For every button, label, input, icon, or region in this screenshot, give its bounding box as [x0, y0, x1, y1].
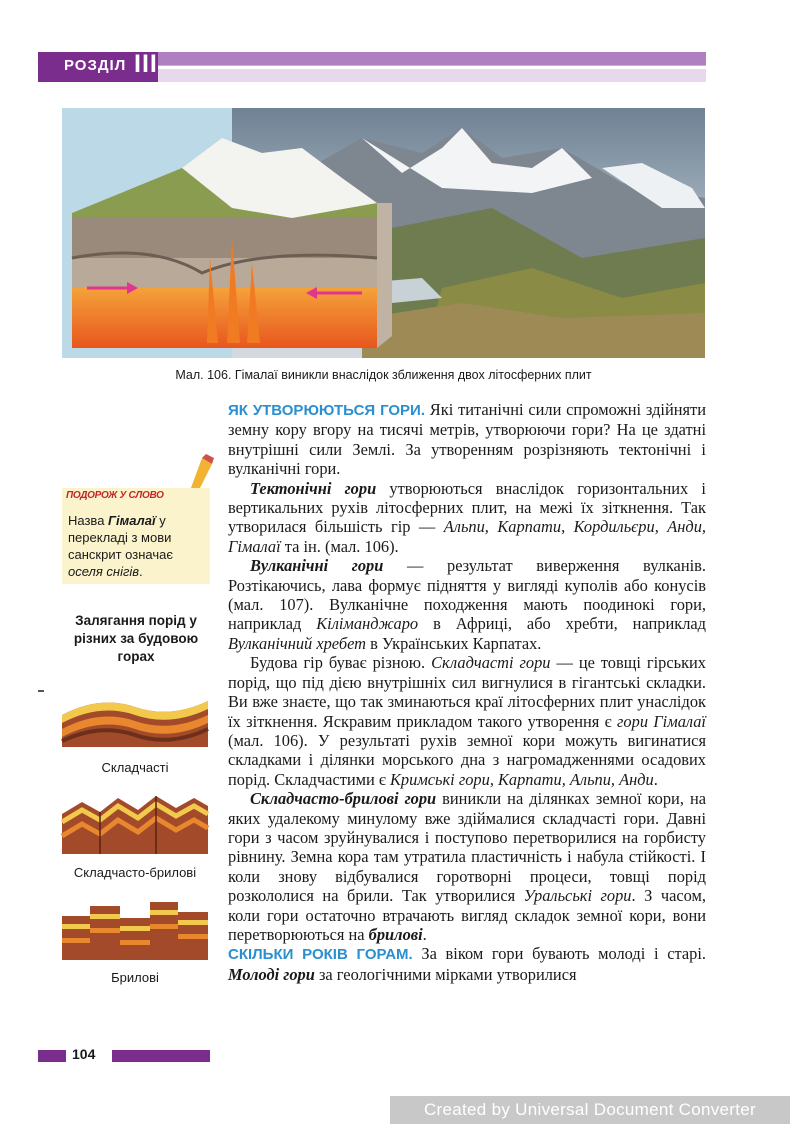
strata-label: Брилові	[111, 970, 159, 985]
paragraph-mountain-age: СКІЛЬКИ РОКІВ ГОРАМ. За віком гори бувають молоді і старі. Молоді гори за геологічними мірками утворилися	[228, 944, 706, 984]
footer-bar-right	[112, 1050, 210, 1062]
figure-caption: Мал. 106. Гімалаї виникли внаслідок зближення двох літосферних плит	[175, 368, 592, 382]
fold-block-strata-image	[60, 792, 210, 854]
footer-bar-left	[38, 1050, 66, 1062]
block-strata-image	[60, 898, 210, 960]
paragraph-folded: Будова гір буває різною. Складчасті гори — це товщі гірських порід, що під дією внутрішніх сил вигнулися в гігантські складки. Ви вже знаєте, що так зминаються краї літосферних плит унаслідок їх зіткнення. Яскравим прикладом такого утворення є гори Гімалаї (мал. 106). У результаті рухів земної кори можуть вигинатися складками і ділянки морського дна з нагромадженнями осадових порід. Складчастими є Кримські гори, Карпати, Альпи, Анди.	[228, 653, 706, 789]
himalaya-figure	[62, 108, 705, 358]
chapter-label: РОЗДІЛ	[64, 57, 127, 74]
paragraph-fold-block: Складчасто-брилові гори виникли на ділянках земної кори, на яких удалекому минулому вже здіймалися складчасті гори. Давні гори з часом зруйнувалися і поступово перетворилися на горбисту рівнину. Земна кора там утратила пластичність і набула стійкості. І коли знову відбувалися горотворні процеси, товщі порід розкололися на брили. Так утворилися Уральські гори. З часом, коли гори остаточно втрачають вигляд складок земної кори, вони перетворюються на брилові.	[228, 789, 707, 944]
section-heading: ЯК УТВОРЮЮТЬСЯ ГОРИ.	[228, 402, 425, 419]
watermark: Created by Universal Document Converter	[390, 1096, 790, 1124]
chapter-number: III	[134, 50, 158, 78]
word-note-title: ПОДОРОЖ У СЛОВО	[66, 490, 164, 501]
word-note-text: Назва Гімалаї у перекладі з мови санскрит означає оселя снігів.	[68, 513, 173, 579]
strata-label: Складчасті	[101, 760, 169, 775]
strata-title: Залягання порід у різних за будовою горах	[73, 613, 199, 664]
chapter-header-divider	[158, 66, 706, 69]
margin-mark	[38, 690, 44, 692]
paragraph-how-mountains-form: ЯК УТВОРЮЮТЬСЯ ГОРИ. Які титанічні сили спроможні здійняти земну кору вгору на тисячі метрів, утворюючи гори? На це здатні внутрішні сили Землі. За утворенням розрізняють тектонічні і вулканічні гори.	[228, 400, 706, 479]
paragraph-volcanic: Вулканічні гори — результат виверження вулканів. Розтікаючись, лава формує підняття у вигляді куполів або конусів (мал. 107). Вулканічне походження мають поодинокі гори, наприклад Кіліманджаро в Африці, або хребти, наприклад Вулканічний хребет в Українських Карпатах.	[228, 556, 706, 653]
strata-label: Складчасто-брилові	[73, 865, 197, 880]
word-note-box	[62, 488, 210, 584]
main-text	[228, 400, 706, 984]
section-heading: СКІЛЬКИ РОКІВ ГОРАМ.	[228, 946, 413, 964]
himalaya-illustration	[62, 108, 705, 358]
folded-strata-image	[60, 685, 210, 747]
paragraph-tectonic: Тектонічні гори утворюються внаслідок горизонтальних і вертикальних рухів літосферних плит, на межі їх зіткнення. Так утворилася більшість гір — Альпи, Карпати, Кордильєри, Анди, Гімалаї та ін. (мал. 106).	[228, 478, 706, 556]
chapter-header-bar	[38, 52, 706, 82]
page-number: 104	[72, 1046, 96, 1062]
